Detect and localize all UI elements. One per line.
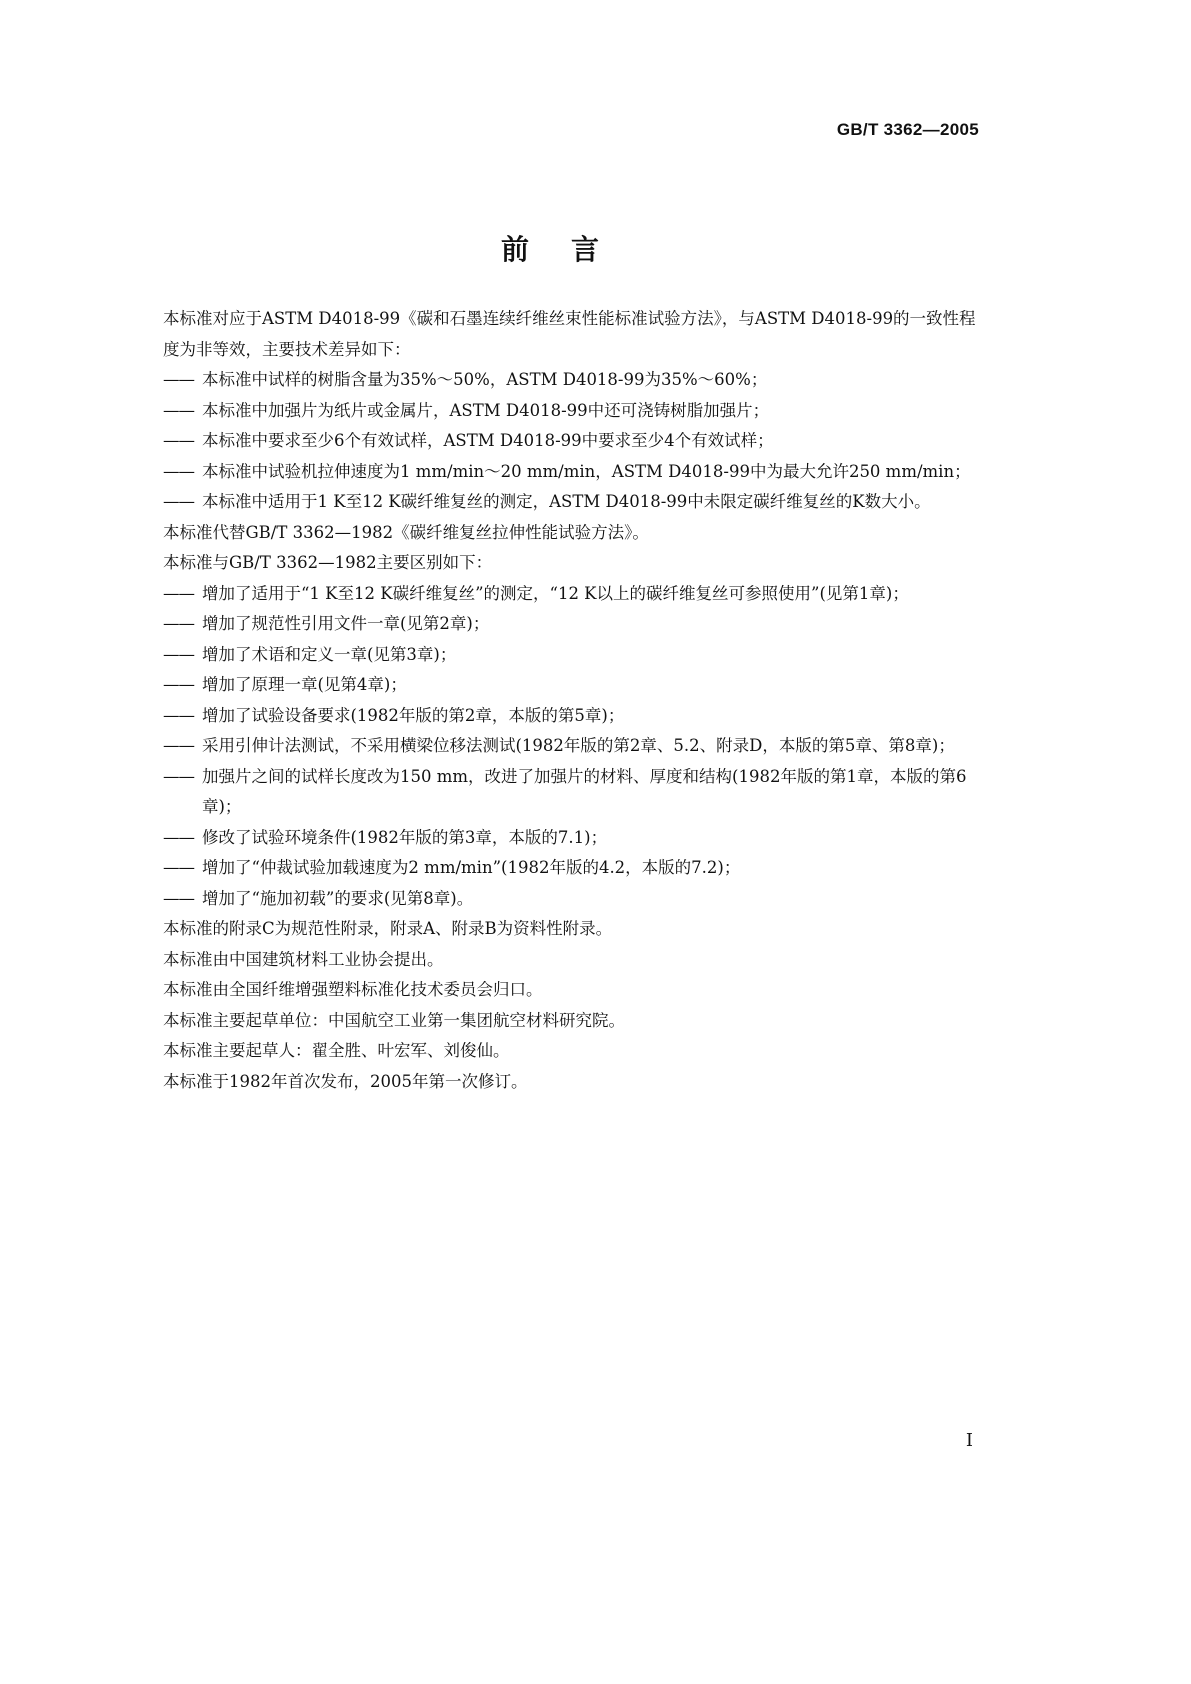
dash-mark: —— [163,827,194,847]
list-item: —— 增加了原理一章(见第4章)； [163,670,985,701]
list-item: —— 采用引伸计法测试，不采用横梁位移法测试(1982年版的第2章、5.2、附录D，本版的第5章、第8章)； [163,731,985,762]
page-title: 前言 [500,233,641,266]
dash-mark: —— [163,614,194,633]
list-item: —— 本标准中要求至少6个有效试样，ASTM D4018-99中要求至少4个有效试样； [163,426,985,457]
page-number: I [965,1430,973,1451]
closing-paragraph: 本标准主要起草单位：中国航空工业第一集团航空材料研究院。 [163,1010,625,1030]
changes-intro-paragraph: 本标准与GB/T 3362—1982主要区别如下： [163,553,493,572]
dash-mark: —— [163,400,194,420]
list-item: —— 修改了试验环境条件(1982年版的第3章，本版的7.1)； [163,823,985,854]
closing-paragraph: 本标准由中国建筑材料工业协会提出。 [163,949,444,969]
dash-mark: —— [163,766,194,786]
dash-mark: —— [163,888,194,908]
replaces-paragraph: 本标准代替GB/T 3362—1982《碳纤维复丝拉伸性能试验方法》。 [163,522,649,542]
document-body [163,304,985,1097]
intro-paragraph: 本标准对应于ASTM D4018-99《碳和石墨连续纤维丝束性能标准试验方法》，与ASTM D4018-99的一致性程度为非等效，主要技术差异如下： [163,309,976,359]
dash-mark: —— [163,705,194,725]
closing-paragraph: 本标准主要起草人：翟全胜、叶宏军、刘俊仙。 [163,1041,510,1060]
dash-mark: —— [163,583,194,603]
dash-mark: —— [163,370,194,389]
list-item: —— 本标准中试验机拉伸速度为1 mm/min～20 mm/min，ASTM D4018-99中为最大允许250 mm/min； [163,457,985,488]
dash-mark: —— [163,461,194,481]
list-item: —— 本标准中适用于1 K至12 K碳纤维复丝的测定，ASTM D4018-99中未限定碳纤维复丝的K数大小。 [163,487,985,518]
list-item: —— 增加了“仲裁试验加载速度为2 mm/min”(1982年版的4.2，本版的7.2)； [163,853,985,884]
standard-number: GB/T 3362—2005 [836,120,979,139]
list-item: —— 增加了规范性引用文件一章(见第2章)； [163,609,985,640]
closing-paragraph: 本标准由全国纤维增强塑料标准化技术委员会归口。 [163,980,543,999]
list-item: —— 本标准中试样的树脂含量为35%～50%，ASTM D4018-99为35%～60%； [163,365,985,396]
list-item: —— 增加了试验设备要求(1982年版的第2章，本版的第5章)； [163,701,985,732]
list-item: —— 本标准中加强片为纸片或金属片，ASTM D4018-99中还可浇铸树脂加强片； [163,396,985,427]
changes-list [163,579,985,915]
dash-mark: —— [163,492,194,511]
list-item: —— 加强片之间的试样长度改为150 mm，改进了加强片的材料、厚度和结构(1982年版的第1章，本版的第6章)； [163,762,985,823]
closing-paragraph: 本标准于1982年首次发布，2005年第一次修订。 [163,1071,528,1091]
list-item: —— 增加了术语和定义一章(见第3章)； [163,640,985,671]
closing-paragraph: 本标准的附录C为规范性附录，附录A、附录B为资料性附录。 [163,919,613,938]
list-item: —— 增加了适用于“1 K至12 K碳纤维复丝”的测定，“12 K以上的碳纤维复丝可参照使用”(见第1章)； [163,579,985,610]
dash-mark: —— [163,675,194,694]
dash-mark: —— [163,736,194,755]
astm-differences-list [163,365,985,518]
list-item: —— 增加了“施加初载”的要求(见第8章)。 [163,884,985,915]
dash-mark: —— [163,644,194,664]
dash-mark: —— [163,858,194,877]
dash-mark: —— [163,431,194,450]
